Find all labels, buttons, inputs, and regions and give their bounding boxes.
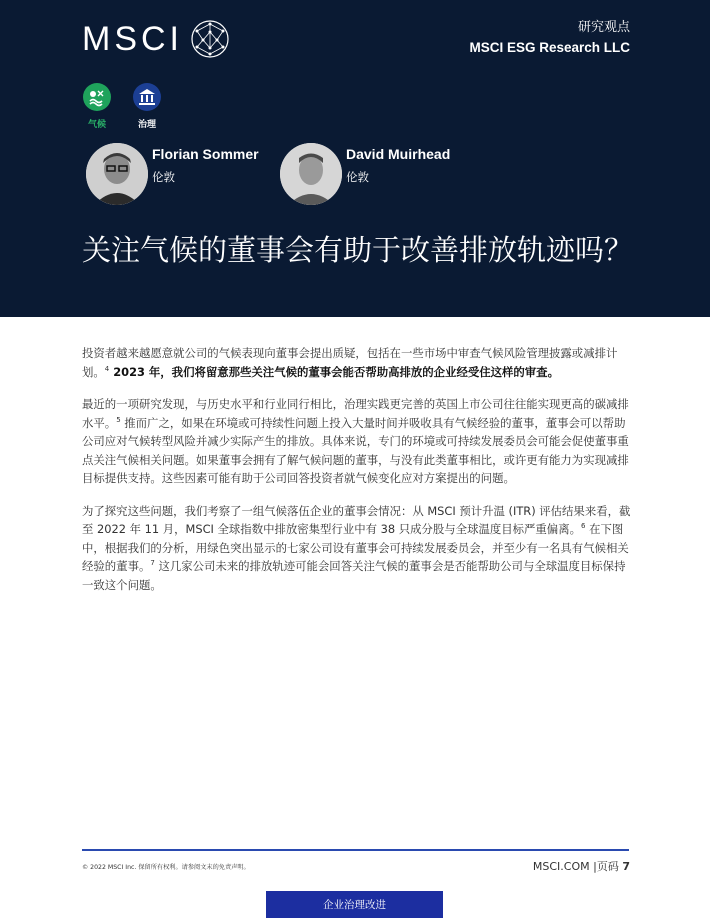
author-card xyxy=(280,143,450,205)
globe-icon xyxy=(189,18,231,60)
climate-icon xyxy=(83,83,111,111)
brand-name: MSCI xyxy=(82,19,183,58)
page-label: 页码 xyxy=(596,860,619,873)
msci-logo xyxy=(82,18,231,60)
topic-climate[interactable] xyxy=(77,83,117,130)
highlight-text: 2023 年，我们将留意那些关注气候的董事会能否帮助高排放的企业经受住这样的审查。 xyxy=(109,364,559,379)
author-card xyxy=(86,143,259,205)
report-category: 研究观点 xyxy=(577,20,630,35)
author-location: 伦敦 xyxy=(152,170,175,184)
author-location: 伦敦 xyxy=(346,170,369,184)
footnote-ref[interactable]: 7 xyxy=(150,559,155,568)
footnote-ref[interactable]: 6 xyxy=(580,522,586,531)
paragraph: 最近的一项研究发现，与历史水平和行业同行相比，治理实践更完善的英国上市公司往往能实现更高的碳减排水平。$^5$ 推而广之，如果在环境或可持续性问题上投入大量时间并吸收具有气候经验的董事，董事会可以帮助公司应对气候转型风险并减少实际产生的排放。具体来说，专门的环境或可持续发展委员会可能会促使董事重点关注气候相关问题。如果董事会拥有了解气候问题的董事，与没有此类董事相比，或许更有能力为实现减排目标提供支持。这些因素可能有助于公司回答投资者就气候变化应对方案提出的问题。 xyxy=(82,397,629,485)
page-number: 7 xyxy=(622,860,630,873)
copyright-text: © 2022 MSCI Inc. 保留所有权利。请参阅文末的免责声明。 xyxy=(82,864,250,871)
paragraph: 投资者越来越愿意就公司的气候表现向董事会提出质疑，包括在一些市场中审查气候风险管理披露或减排计划。$^4$ 2023 年，我们将留意那些关注气候的董事会能否帮助高排放的企业经受住这样的审查。 xyxy=(82,346,618,379)
topic-governance[interactable] xyxy=(127,83,167,130)
author-name: David Muirhead xyxy=(346,146,451,162)
footnote-ref[interactable]: 5 xyxy=(116,415,121,424)
topic-governance-label: 治理 xyxy=(137,120,156,130)
header-hero xyxy=(0,0,710,317)
site-link[interactable]: MSCI.COM xyxy=(532,860,590,873)
author-name: Florian Sommer xyxy=(152,146,259,162)
author-photo xyxy=(280,143,342,205)
report-org: MSCI ESG Research LLC xyxy=(469,40,630,55)
section-banner[interactable] xyxy=(266,891,443,918)
banner-label: 企业治理改进 xyxy=(323,899,386,911)
page-info xyxy=(533,858,630,874)
footnote-ref[interactable]: 4 xyxy=(104,364,110,373)
page-title: 关注气候的董事会有助于改善排放轨迹吗？ xyxy=(82,233,634,267)
report-meta xyxy=(469,16,630,55)
paragraph: 为了探究这些问题，我们考察了一组气候落伍企业的董事会情况：从 MSCI 预计升温 (ITR) 评估结果来看，截至 2022 年 11 月，MSCI 全球指数中排放密集型行业中有 38 只成分股与全球温度目标严重偏离。$^6$ 在下图中，根据我们的分析，用绿色突出显示的七家公司设有董事会可持续发展委员会，并至少有一名具有气候相关经验的董事。$^7$ 这几家公司未来的排放轨迹可能会回答关注气候的董事会是否能帮助公司与全球温度目标保持一致这个问题。 xyxy=(82,503,631,592)
topic-climate-label: 气候 xyxy=(87,120,106,130)
footer-divider xyxy=(82,849,629,851)
page-separator: | xyxy=(593,860,597,873)
author-photo xyxy=(86,143,148,205)
governance-icon xyxy=(133,83,161,111)
article-body xyxy=(82,344,632,608)
